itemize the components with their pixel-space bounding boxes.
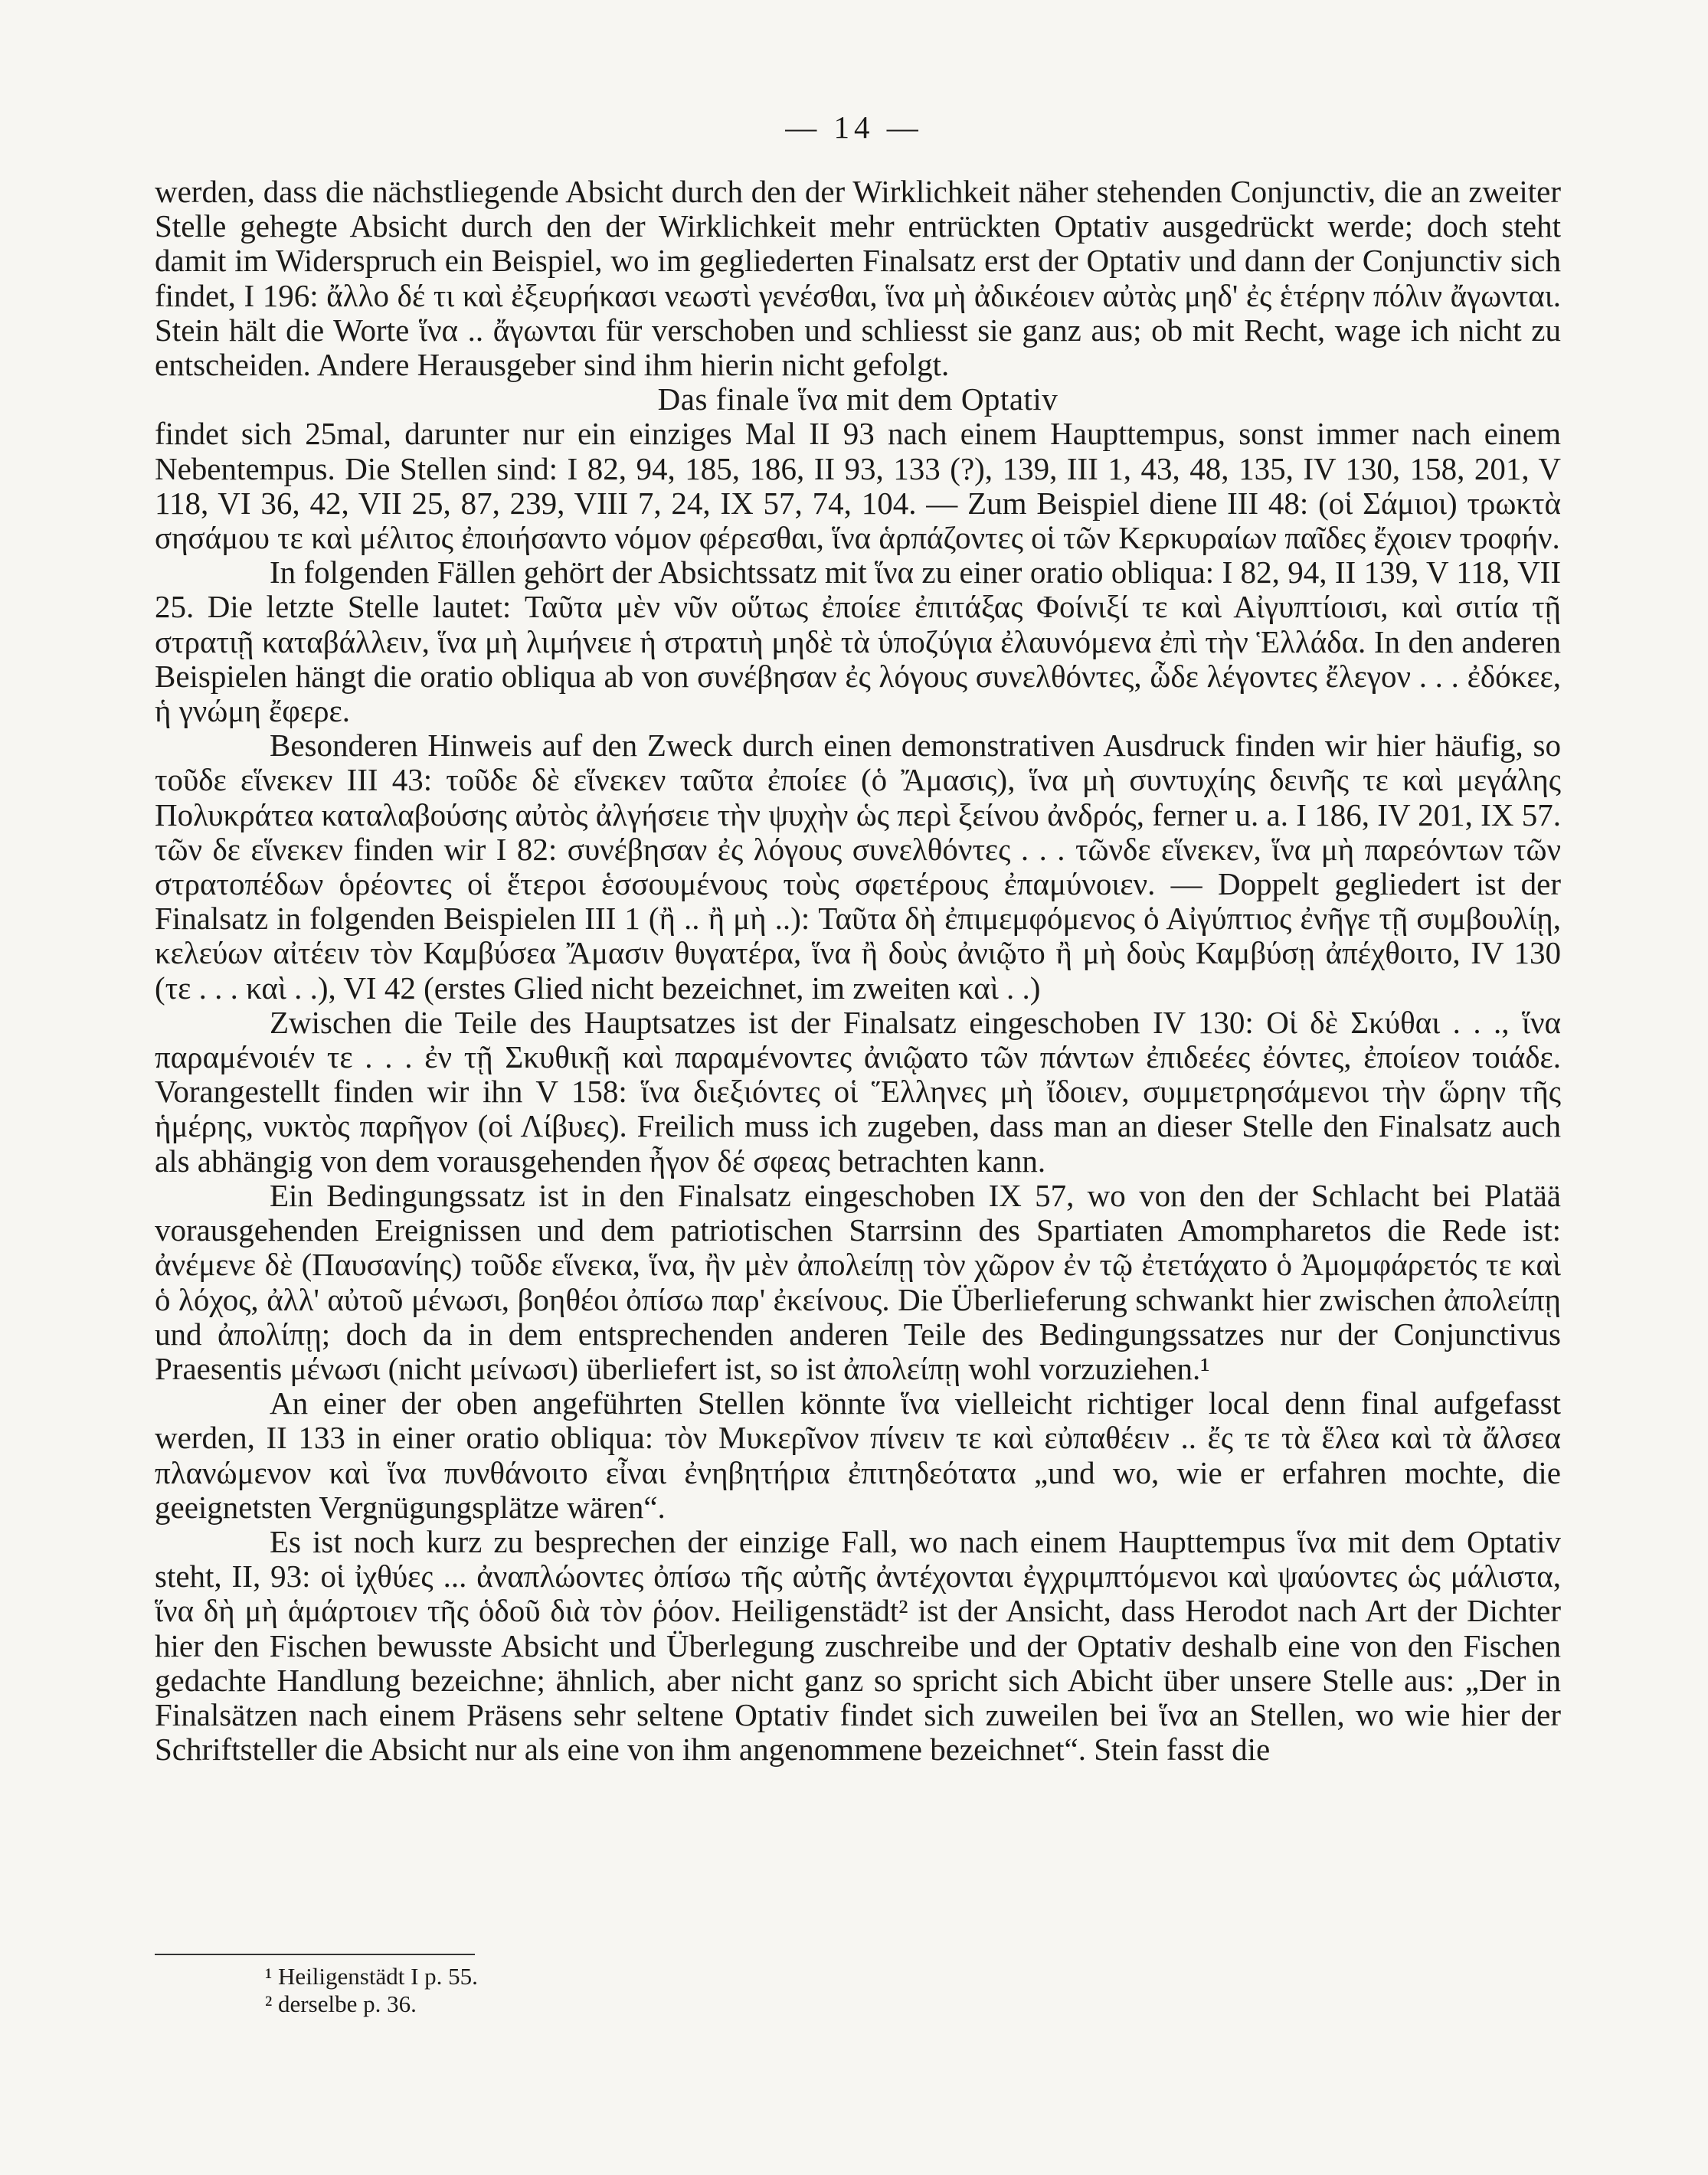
page-number: — 14 — bbox=[785, 110, 923, 145]
paragraph-8: Es ist noch kurz zu besprechen der einzige Fall, wo nach einem Haupttempus ἵνα mit dem Optativ steht, II, 93: οἱ ἰχθύες ... ἀναπλώοντες ὀπίσω τῆς αὐτῆς ἀντέχονται ἐγχριμπτόμενοι καὶ ψαύοντες ὡς μάλιστα, ἵνα δὴ μὴ ἁμάρτοιεν τῆς ὁδοῦ διὰ τὸν ῥόον. Heiligenstädt² ist der Ansicht, dass Herodot nach Art der Dichter hier den Fischen bewusste Absicht und Überlegung zuschreibe und der Optativ deshalb eine von den Fischen gedachte Handlung bezeichne; ähnlich, aber nicht ganz so spricht sich Abicht über unsere Stelle aus: „Der in Finalsätzen nach einem Präsens sehr seltene Optativ findet sich zuweilen bei ἵνα an Stellen, wo wie hier der Schriftsteller die Absicht nur als eine von ihm angenommene bezeichnet“. Stein fasst die bbox=[155, 1523, 1561, 1768]
paragraph-4: Besonderen Hinweis auf den Zweck durch einen demonstrativen Ausdruck finden wir hier häufig, so τοῦδε εἵνεκεν III 43: τοῦδε δὲ εἵνεκεν ταῦτα ἐποίεε (ὁ Ἄμασις), ἵνα μὴ συντυχίης δεινῆς τε καὶ μεγάλης Πολυκράτεα καταλαβούσης αὐτὸς ἀλγήσειε τὴν ψυχὴν ὡς περὶ ξείνου ἀνδρός, ferner u. a. I 186, IV 201, IX 57. τῶν δε εἵνεκεν finden wir I 82: συνέβησαν ἐς λόγους συνελθόντες . . . τῶνδε εἵνεκεν, ἵνα μὴ παρεόντων τῶν στρατοπέδων ὁρέοντες οἱ ἕτεροι ἑσσουμένους τοὺς σφετέρους ἐπαμύνοιεν. — Doppelt gegliedert ist der Finalsatz in folgenden Beispielen III 1 (ἢ .. ἢ μὴ ..): Ταῦτα δὴ ἐπιμεμφόμενος ὁ Αἰγύπτιος ἐνῆγε τῇ συμβουλίῃ, κελεύων αἰτέειν τὸν Καμβύσεα Ἄμασιν θυγατέρα, ἵνα ἢ δοὺς ἀνιῷτο ἢ μὴ δοὺς Καμβύσῃ ἀπέχθοιτο, IV 130 (τε . . . καὶ . .), VI 42 (erstes Glied nicht bezeichnet, im zweiten καὶ . .) bbox=[155, 728, 1561, 1006]
footnote-rule bbox=[155, 1954, 475, 1955]
body-text bbox=[155, 175, 1561, 1767]
paragraph-1: werden, dass die nächstliegende Absicht durch den der Wirklichkeit näher stehenden Conjunctiv, die an zweiter Stelle gehegte Absicht durch den der Wirklichkeit mehr entrückten Optativ ausgedrückt werde; doch steht damit im Widerspruch ein Beispiel, wo im gegliederten Finalsatz erst der Optativ und dann der Conjunctiv sich findet, I 196: ἄλλο δέ τι καὶ ἐξευρήκασι νεωστὶ γενέσθαι, ἵνα μὴ ἀδικέοιεν αὐτὰς μηδ' ἐς ἑτέρην πόλιν ἄγωνται. Stein hält die Worte ἵνα .. ἄγωνται für verschoben und schliesst sie ganz aus; ob mit Recht, wage ich nicht zu entscheiden. Andere Herausgeber sind ihm hierin nicht gefolgt. bbox=[155, 174, 1561, 383]
paragraph-7: An einer der oben angeführten Stellen könnte ἵνα vielleicht richtiger local denn final aufgefasst werden, II 133 in einer oratio obliqua: τὸν Μυκερῖνον πίνειν τε καὶ εὐπαθέειν .. ἔς τε τὰ ἕλεα καὶ τὰ ἄλσεα πλανώμενον καὶ ἵνα πυνθάνοιτο εἶναι ἐνηβητήρια ἐπιτηδεότατα „und wo, wie er erfahren mochte, die geeignetsten Vergnügungsplätze wären“. bbox=[155, 1385, 1561, 1525]
section-heading: Das finale ἵνα mit dem Optativ bbox=[657, 381, 1059, 417]
footnote-1: ¹ Heiligenstädt I p. 55. bbox=[265, 1963, 478, 1990]
paragraph-6: Ein Bedingungssatz ist in den Finalsatz eingeschoben IX 57, wo von den der Schlacht bei Platää vorausgehenden Ereignissen und dem patriotischen Starrsinn des Spartiaten Amompharetos die Rede ist: ἀνέμενε δὲ (Παυσανίης) τοῦδε εἵνεκα, ἵνα, ἢν μὲν ἀπολείπῃ τὸν χῶρον ἐν τῷ ἐτετάχατο ὁ Ἀμομφάρετός τε καὶ ὁ λόχος, ἀλλ' αὐτοῦ μένωσι, βοηθέοι ὀπίσω παρ' ἐκείνους. Die Überlieferung schwankt hier zwischen ἀπολείπῃ und ἀπολίπῃ; doch da in dem entsprechenden anderen Teile des Bedingungssatzes nur der Conjunctivus Praesentis μένωσι (nicht μείνωσι) überliefert ist, so ist ἀπολείπῃ wohl vorzuziehen.¹ bbox=[155, 1177, 1561, 1386]
footnote-2: ² derselbe p. 36. bbox=[265, 1990, 417, 2017]
paragraph-3: In folgenden Fällen gehört der Absichtssatz mit ἵνα zu einer oratio obliqua: I 82, 94, II 139, V 118, VII 25. Die letzte Stelle lautet: Ταῦτα μὲν νῦν οὕτως ἐποίεε ἐπιτάξας Φοίνιξί τε καὶ Αἰγυπτίοισι, καὶ σιτία τῇ στρατιῇ καταβάλλειν, ἵνα μὴ λιμήνειε ἡ στρατιὴ μηδὲ τὰ ὑποζύγια ἐλαυνόμενα ἐπὶ τὴν Ἑλλάδα. In den anderen Beispielen hängt die oratio obliqua ab von συνέβησαν ἐς λόγους συνελθόντες, ὧδε λέγοντες ἔλεγον . . . ἐδόκεε, ἡ γνώμη ἔφερε. bbox=[155, 554, 1561, 729]
paragraph-5: Zwischen die Teile des Hauptsatzes ist der Finalsatz eingeschoben IV 130: Οἱ δὲ Σκύθαι . . ., ἵνα παραμένοιέν τε . . . ἐν τῇ Σκυθικῇ καὶ παραμένοντες ἀνιῷατο τῶν πάντων ἐπιδεέες ἐόντες, ἐποίεον τοιάδε. Vorangestellt finden wir ihn V 158: ἵνα διεξιόντες οἱ Ἕλληνες μὴ ἴδοιεν, συμμετρησάμενοι τὴν ὥρην τῆς ἡμέρης, νυκτὸς παρῆγον (οἱ Λίβυες). Freilich muss ich zugeben, dass man an dieser Stelle den Finalsatz auch als abhängig von dem vorausgehenden ἦγον δέ σφεας betrachten kann. bbox=[155, 1004, 1561, 1179]
paragraph-2: findet sich 25mal, darunter nur ein einziges Mal II 93 nach einem Haupttempus, sonst immer nach einem Nebentempus. Die Stellen sind: I 82, 94, 185, 186, II 93, 133 (?), 139, III 1, 43, 48, 135, IV 130, 158, 201, V 118, VI 36, 42, VII 25, 87, 239, VIII 7, 24, IX 57, 74, 104. — Zum Beispiel diene III 48: (οἱ Σάμιοι) τρωκτὰ σησάμου τε καὶ μέλιτος ἐποιήσαντο νόμον φέρεσθαι, ἵνα ἁρπάζοντες οἱ τῶν Κερκυραίων παῖδες ἔχοιεν τροφήν. bbox=[155, 416, 1561, 556]
